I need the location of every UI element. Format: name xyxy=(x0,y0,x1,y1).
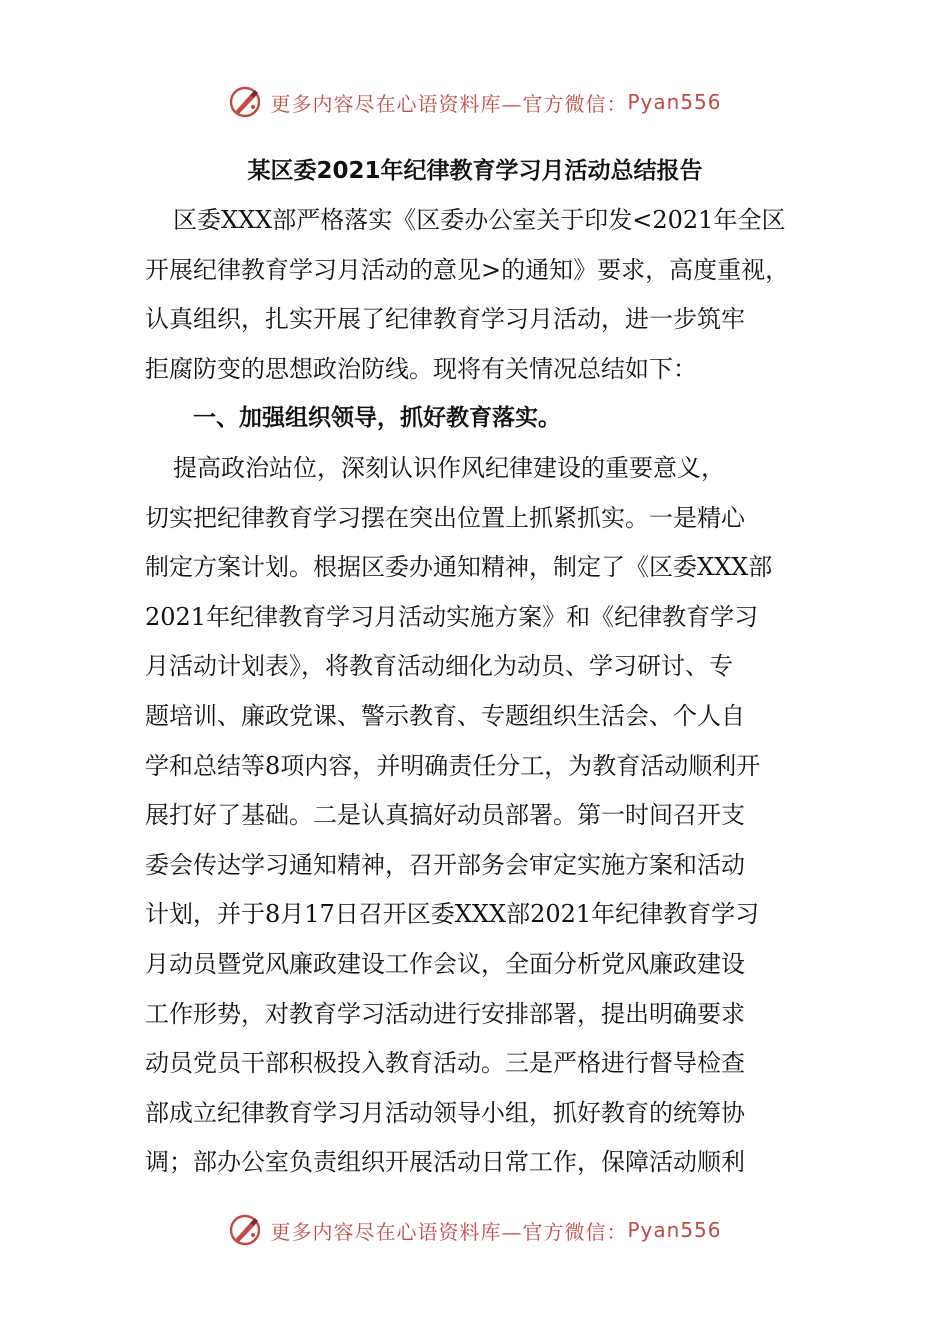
body-line: 拒腐防变的思想政治防线。现将有关情况总结如下： xyxy=(145,354,697,383)
body-line: 制定方案计划。根据区委办通知精神，制定了《区委XXX部 xyxy=(145,553,773,582)
body-line: 区委XXX部严格落实《区委办公室关于印发<2021年全区 xyxy=(173,206,786,234)
section-heading: 一、加强组织领导，抓好教育落实。 xyxy=(193,405,561,432)
body-line: 调；部办公室负责组织开展活动日常工作，保障活动顺利 xyxy=(145,1148,745,1177)
body-line: 开展纪律教育学习月活动的意见>的通知》要求，高度重视， xyxy=(145,255,790,284)
watermark-text: 更多内容尽在心语资料库—官方微信： xyxy=(270,91,628,116)
body-line: 月动员暨党风廉政建设工作会议，全面分析党风廉政建设 xyxy=(145,949,745,978)
body-line: 委会传达学习通知精神，召开部务会审定实施方案和活动 xyxy=(145,850,745,879)
watermark-banner-top xyxy=(0,80,950,124)
document-title: 某区委2021年纪律教育学习月活动总结报告 xyxy=(247,158,703,184)
body-line: 认真组织，扎实开展了纪律教育学习月活动，进一步筑牢 xyxy=(145,305,745,334)
body-line: 工作形势，对教育学习活动进行安排部署，提出明确要求 xyxy=(145,999,745,1028)
body-line: 展打好了基础。二是认真搞好动员部署。第一时间召开支 xyxy=(145,801,745,830)
watermark-banner-bottom xyxy=(0,1208,950,1252)
body-line: 学和总结等8项内容，并明确责任分工，为教育活动顺利开 xyxy=(145,751,761,780)
body-line: 月活动计划表》，将教育活动细化为动员、学习研讨、专 xyxy=(145,652,733,681)
body-line: 切实把纪律教育学习摆在突出位置上抓紧抓实。一是精心 xyxy=(145,503,745,532)
body-line: 动员党员干部积极投入教育活动。三是严格进行督导检查 xyxy=(145,1049,745,1078)
pen-logo-icon xyxy=(228,85,262,119)
watermark-id: Pyan556 xyxy=(627,90,722,114)
body-line: 题培训、廉政党课、警示教育、专题组织生活会、个人自 xyxy=(145,701,745,730)
pen-logo-icon xyxy=(228,1213,262,1247)
document-body xyxy=(145,196,807,1188)
body-line: 提高政治站位，深刻认识作风纪律建设的重要意义， xyxy=(173,453,725,482)
watermark-text: 更多内容尽在心语资料库—官方微信： xyxy=(270,1219,628,1244)
body-line: 部成立纪律教育学习月活动领导小组，抓好教育的统筹协 xyxy=(145,1098,745,1127)
body-line: 计划，并于8月17日召开区委XXX部2021年纪律教育学习 xyxy=(145,900,760,929)
body-line: 2021年纪律教育学习月活动实施方案》和《纪律教育学习 xyxy=(145,602,759,631)
watermark-id: Pyan556 xyxy=(627,1218,722,1242)
